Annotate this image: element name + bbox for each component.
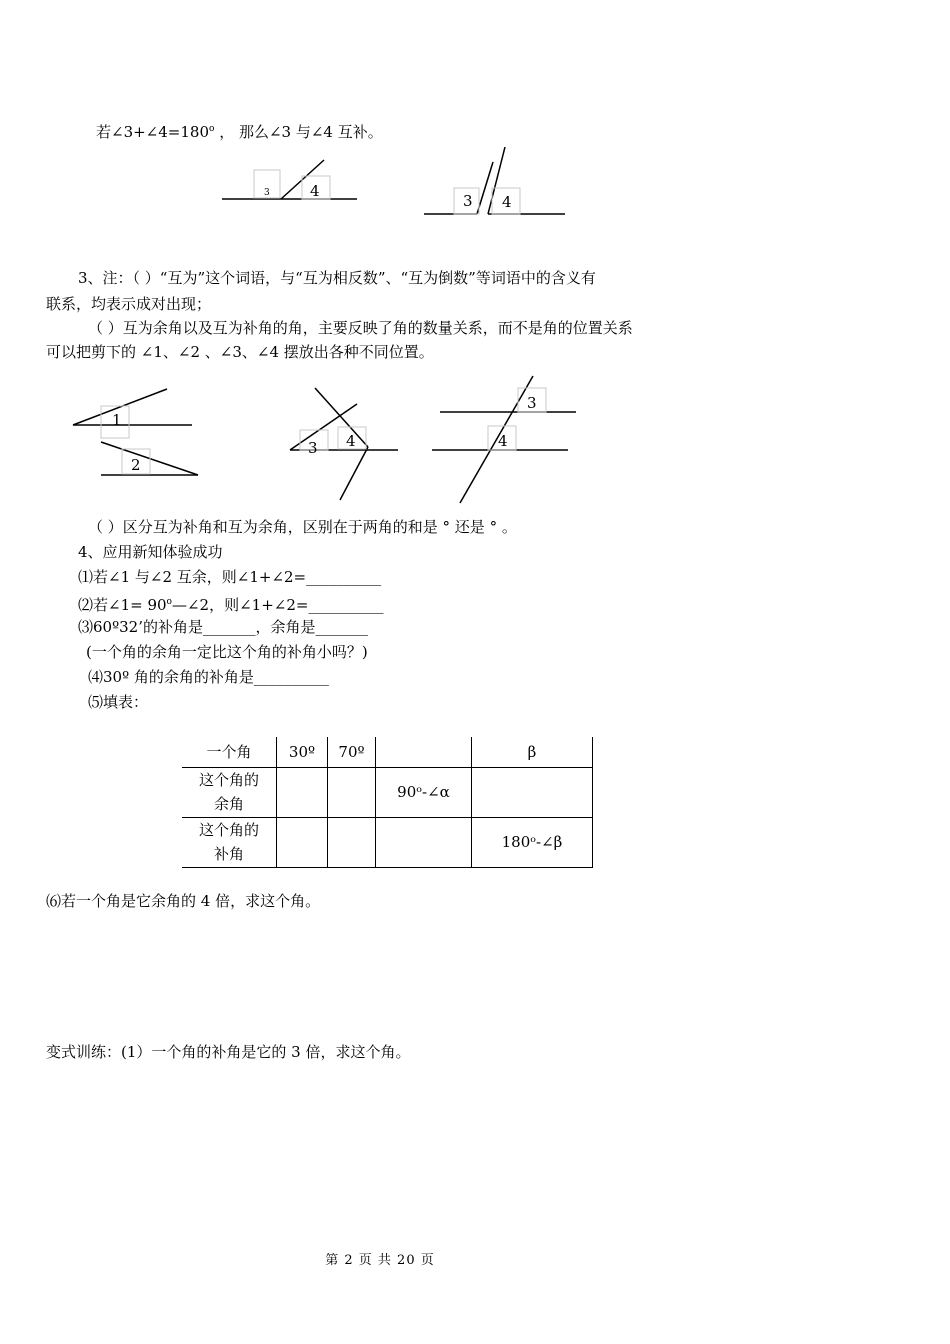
table-cell: 90ᵒ-∠α — [376, 767, 472, 817]
table-cell — [472, 767, 593, 817]
table-cell — [376, 817, 472, 867]
fig4-label-4: 4 — [346, 432, 356, 450]
fig4-label-3: 3 — [308, 439, 318, 457]
note-line-1: 3、注：（ ）“互为”这个词语，与“互为相反数”、“互为倒数”等词语中的含义有 — [78, 269, 596, 287]
fig1-label-3: 3 — [264, 188, 270, 198]
note-line-2: 联系，均表示成对出现； — [46, 295, 212, 313]
note-line-5: （ ）区分互为补角和互为余角，区别在于两角的和是 ° 还是 ° 。 — [88, 518, 517, 536]
figure-2-angles — [424, 147, 565, 214]
fig1-label-4: 4 — [310, 182, 320, 200]
table-cell — [277, 817, 328, 867]
question-3-note: (一个角的余角一定比这个角的补角小吗？) — [86, 643, 368, 661]
fig2-label-4: 4 — [502, 193, 512, 211]
fig3-label-1: 1 — [112, 411, 122, 429]
figure-4-angles — [290, 388, 398, 500]
section-4-title: 4、应用新知体验成功 — [78, 543, 223, 561]
table-header-label: 一个角 — [182, 737, 277, 767]
table-cell: 30º — [277, 737, 328, 767]
figure-1-angles — [222, 160, 357, 199]
table-cell: 180ᵒ-∠β — [472, 817, 593, 867]
fig5-label-4: 4 — [498, 432, 508, 450]
table-cell: β — [472, 737, 593, 767]
question-2: ⑵若∠1= $90^o—\angle 2$，则∠1+∠2=__________ — [78, 596, 384, 614]
note-line-3: （ ）互为余角以及互为补角的角，主要反映了角的数量关系，而不是角的位置关系 — [88, 319, 633, 337]
complement-statement: 若$\angle 3+\angle 4=180^o$ ， 那么∠3 与∠4 互补。 — [96, 123, 383, 141]
table-cell — [328, 817, 376, 867]
page-footer: 第 2 页 共 20 页 — [325, 1253, 435, 1268]
question-4: ⑷30º 角的余角的补角是__________ — [88, 668, 329, 686]
table-row-label: 这个角的补角 — [182, 817, 277, 867]
table-cell — [376, 737, 472, 767]
table-cell — [328, 767, 376, 817]
table-row-label: 这个角的余角 — [182, 767, 277, 817]
angle-table — [182, 737, 593, 868]
question-1: ⑴若∠1 与∠2 互余，则∠1+∠2=__________ — [78, 568, 382, 586]
question-6: ⑹若一个角是它余角的 4 倍，求这个角。 — [46, 892, 321, 910]
question-3: ⑶60º32’的补角是_______，余角是_______ — [78, 618, 368, 636]
fig5-label-3: 3 — [527, 394, 537, 412]
note-line-4: 可以把剪下的 ∠1、∠2 、∠3、∠4 摆放出各种不同位置。 — [46, 343, 434, 361]
fig3-label-2: 2 — [131, 456, 141, 474]
question-5: ⑸填表： — [88, 693, 149, 711]
fig2-label-3: 3 — [463, 192, 473, 210]
variant-exercise: 变式训练：(1）一个角的补角是它的 3 倍，求这个角。 — [46, 1043, 411, 1061]
table-cell: 70º — [328, 737, 376, 767]
table-cell — [277, 767, 328, 817]
